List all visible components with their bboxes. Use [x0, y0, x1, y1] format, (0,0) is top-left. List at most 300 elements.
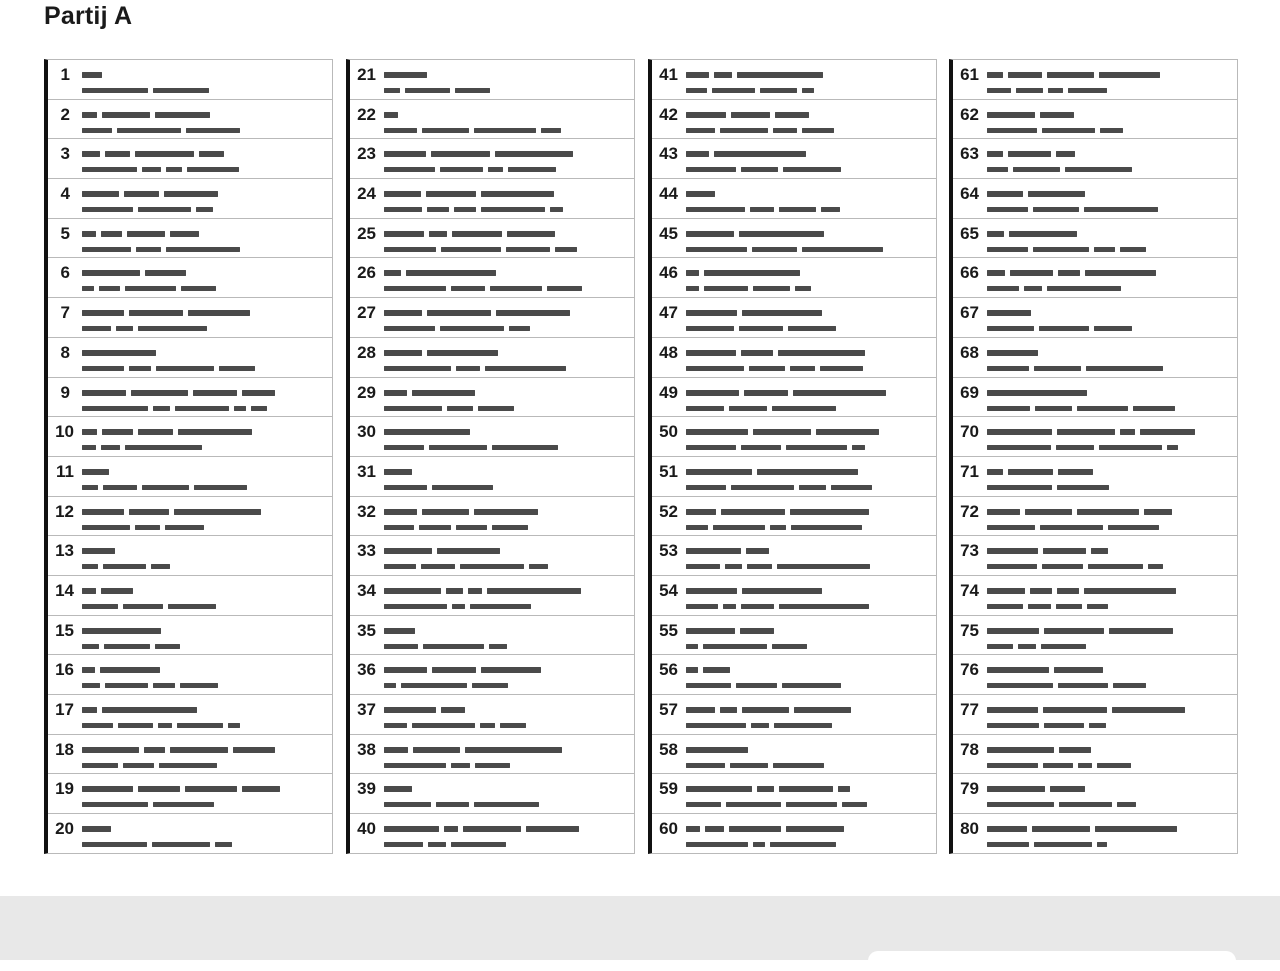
redacted-text-segment	[478, 406, 514, 411]
redacted-text-segment	[987, 469, 1003, 475]
redacted-text-segment	[791, 525, 862, 530]
redacted-text-segment	[489, 644, 507, 649]
candidate-row	[350, 497, 634, 537]
redacted-text-segment	[138, 207, 191, 212]
candidate-row	[953, 417, 1237, 457]
redacted-text-segment	[1016, 88, 1043, 93]
redacted-text-segment	[1034, 366, 1081, 371]
redacted-text-segment	[987, 604, 1023, 609]
candidate-row	[953, 814, 1237, 854]
candidate-number: 68	[960, 342, 979, 362]
candidate-number: 73	[960, 541, 979, 561]
redacted-text-segment	[135, 525, 160, 530]
redacted-text-segment	[731, 112, 770, 118]
candidate-row	[953, 774, 1237, 814]
candidate-number: 17	[55, 700, 74, 719]
candidate-number: 69	[960, 382, 979, 402]
candidate-row	[953, 616, 1237, 656]
redacted-text-segment	[444, 826, 458, 832]
redacted-text-segment	[1065, 167, 1132, 172]
candidate-row	[953, 536, 1237, 576]
candidate-number: 34	[357, 580, 376, 600]
redacted-text-segment	[987, 151, 1003, 157]
redacted-text-segment	[987, 786, 1045, 792]
redacted-text-segment	[777, 564, 870, 569]
candidate-row	[953, 219, 1237, 259]
redacted-text-segment	[142, 167, 161, 172]
redacted-text-segment	[770, 842, 836, 847]
redacted-text-segment	[384, 286, 446, 291]
redacted-text-segment	[102, 112, 150, 118]
candidate-number: 20	[55, 819, 74, 839]
candidate-row	[953, 139, 1237, 179]
redacted-text-segment	[384, 644, 418, 649]
redacted-text-segment	[145, 270, 186, 276]
candidate-row	[652, 536, 936, 576]
redacted-text-segment	[82, 112, 97, 118]
redacted-text-segment	[686, 667, 698, 673]
redacted-text-segment	[747, 564, 772, 569]
redacted-text-segment	[1120, 247, 1146, 252]
redacted-text-segment	[686, 842, 748, 847]
candidate-row	[652, 258, 936, 298]
redacted-text-segment	[463, 826, 521, 832]
candidate-number: 43	[659, 144, 678, 164]
redacted-text-segment	[406, 270, 496, 276]
redacted-text-segment	[739, 326, 783, 331]
redacted-text-segment	[158, 723, 172, 728]
redacted-text-segment	[384, 763, 446, 768]
redacted-text-segment	[686, 548, 741, 554]
redacted-text-segment	[686, 406, 724, 411]
candidate-row	[652, 378, 936, 418]
redacted-text-segment	[481, 667, 541, 673]
redacted-text-segment	[495, 151, 573, 157]
redacted-text-segment	[481, 207, 545, 212]
redacted-text-segment	[82, 667, 95, 673]
redacted-text-segment	[742, 588, 822, 594]
redacted-text-segment	[831, 485, 872, 490]
redacted-text-segment	[492, 445, 558, 450]
redacted-text-segment	[440, 326, 504, 331]
redacted-text-segment	[987, 429, 1052, 435]
redacted-text-segment	[474, 128, 536, 133]
redacted-text-segment	[428, 842, 446, 847]
redacted-text-segment	[454, 207, 476, 212]
redacted-text-segment	[686, 802, 721, 807]
redacted-text-segment	[1057, 485, 1109, 490]
candidate-row	[652, 139, 936, 179]
redacted-text-segment	[100, 667, 160, 673]
candidate-number: 53	[659, 541, 678, 561]
redacted-text-segment	[1033, 247, 1089, 252]
redacted-text-segment	[384, 525, 414, 530]
party-title: Partij A	[44, 2, 133, 30]
candidate-number: 55	[659, 620, 678, 640]
candidate-row	[48, 378, 332, 418]
redacted-text-segment	[1089, 723, 1106, 728]
redacted-text-segment	[401, 683, 467, 688]
redacted-text-segment	[712, 88, 755, 93]
candidate-row	[48, 100, 332, 140]
candidate-row	[652, 616, 936, 656]
redacted-text-segment	[82, 469, 109, 475]
redacted-text-segment	[82, 564, 98, 569]
candidate-row	[652, 735, 936, 775]
redacted-text-segment	[384, 112, 398, 118]
redacted-text-segment	[736, 683, 777, 688]
candidate-number: 58	[659, 739, 678, 759]
candidate-row	[350, 616, 634, 656]
redacted-text-segment	[384, 842, 423, 847]
redacted-text-segment	[779, 604, 869, 609]
redacted-text-segment	[384, 310, 422, 316]
redacted-text-segment	[492, 525, 528, 530]
redacted-text-segment	[1077, 509, 1139, 515]
redacted-text-segment	[770, 525, 786, 530]
redacted-text-segment	[436, 802, 469, 807]
redacted-text-segment	[790, 509, 869, 515]
candidate-number: 13	[55, 541, 74, 561]
redacted-text-segment	[720, 128, 768, 133]
redacted-text-segment	[1057, 588, 1079, 594]
redacted-text-segment	[526, 826, 579, 832]
candidate-number: 60	[659, 819, 678, 839]
redacted-text-segment	[384, 366, 451, 371]
redacted-text-segment	[987, 826, 1027, 832]
candidate-row	[953, 695, 1237, 735]
redacted-text-segment	[686, 310, 737, 316]
redacted-text-segment	[1117, 802, 1136, 807]
redacted-text-segment	[987, 207, 1028, 212]
redacted-text-segment	[730, 763, 768, 768]
redacted-text-segment	[714, 72, 732, 78]
redacted-text-segment	[142, 485, 189, 490]
redacted-text-segment	[384, 707, 436, 713]
candidate-number: 76	[960, 660, 979, 680]
redacted-text-segment	[506, 247, 550, 252]
redacted-text-segment	[1108, 525, 1159, 530]
candidate-number: 51	[659, 461, 678, 481]
redacted-text-segment	[547, 286, 582, 291]
candidate-row	[350, 655, 634, 695]
redacted-text-segment	[786, 802, 837, 807]
candidate-number: 66	[960, 263, 979, 283]
candidate-number: 64	[960, 184, 979, 204]
redacted-text-segment	[82, 763, 118, 768]
redacted-text-segment	[987, 88, 1011, 93]
redacted-text-segment	[529, 564, 548, 569]
candidate-number: 29	[357, 382, 376, 402]
candidate-row	[953, 655, 1237, 695]
redacted-text-segment	[166, 167, 182, 172]
redacted-text-segment	[987, 350, 1038, 356]
redacted-text-segment	[422, 128, 469, 133]
redacted-text-segment	[136, 247, 161, 252]
redacted-text-segment	[720, 707, 737, 713]
redacted-text-segment	[686, 747, 748, 753]
candidate-number: 24	[357, 184, 376, 204]
redacted-text-segment	[802, 247, 883, 252]
redacted-text-segment	[82, 88, 148, 93]
redacted-text-segment	[487, 588, 581, 594]
candidate-number: 23	[357, 144, 376, 164]
redacted-text-segment	[725, 564, 742, 569]
redacted-text-segment	[774, 723, 832, 728]
redacted-text-segment	[228, 723, 240, 728]
redacted-text-segment	[82, 707, 97, 713]
candidate-number: 79	[960, 779, 979, 799]
redacted-text-segment	[1059, 802, 1112, 807]
redacted-text-segment	[686, 469, 752, 475]
redacted-text-segment	[82, 786, 133, 792]
redacted-text-segment	[749, 366, 785, 371]
candidate-number: 4	[60, 184, 70, 204]
candidate-row	[350, 576, 634, 616]
redacted-text-segment	[156, 366, 214, 371]
candidate-row	[48, 258, 332, 298]
candidate-row	[48, 179, 332, 219]
redacted-text-segment	[123, 763, 154, 768]
candidate-row	[350, 735, 634, 775]
candidate-row	[652, 497, 936, 537]
redacted-text-segment	[384, 191, 421, 197]
redacted-text-segment	[384, 151, 426, 157]
candidate-row	[48, 457, 332, 497]
candidate-row	[48, 695, 332, 735]
redacted-text-segment	[775, 112, 809, 118]
redacted-text-segment	[123, 604, 163, 609]
redacted-text-segment	[165, 525, 204, 530]
redacted-text-segment	[987, 128, 1037, 133]
candidate-number: 50	[659, 422, 678, 442]
candidate-row	[350, 417, 634, 457]
redacted-text-segment	[987, 763, 1038, 768]
candidate-number: 30	[357, 422, 376, 442]
redacted-text-segment	[1042, 128, 1095, 133]
redacted-text-segment	[686, 564, 720, 569]
redacted-text-segment	[82, 270, 140, 276]
redacted-text-segment	[799, 485, 826, 490]
redacted-text-segment	[82, 588, 96, 594]
redacted-text-segment	[82, 445, 96, 450]
redacted-text-segment	[1042, 564, 1083, 569]
candidate-number: 41	[659, 65, 678, 84]
candidate-row	[350, 298, 634, 338]
redacted-text-segment	[987, 366, 1029, 371]
redacted-text-segment	[451, 842, 506, 847]
redacted-text-segment	[793, 390, 886, 396]
candidate-number: 39	[357, 779, 376, 799]
redacted-text-segment	[82, 366, 124, 371]
redacted-text-segment	[1077, 406, 1128, 411]
redacted-text-segment	[714, 151, 806, 157]
redacted-text-segment	[686, 286, 699, 291]
redacted-text-segment	[987, 723, 1039, 728]
redacted-text-segment	[452, 604, 465, 609]
redacted-text-segment	[82, 167, 137, 172]
redacted-text-segment	[779, 786, 833, 792]
candidate-number: 18	[55, 739, 74, 759]
candidate-column-3	[648, 59, 937, 854]
redacted-text-segment	[686, 191, 715, 197]
redacted-text-segment	[1044, 723, 1084, 728]
redacted-text-segment	[181, 286, 216, 291]
redacted-text-segment	[135, 151, 194, 157]
redacted-text-segment	[987, 548, 1038, 554]
redacted-text-segment	[508, 167, 556, 172]
redacted-text-segment	[987, 485, 1052, 490]
redacted-text-segment	[842, 802, 867, 807]
redacted-text-segment	[384, 826, 439, 832]
candidate-row	[953, 735, 1237, 775]
redacted-text-segment	[82, 723, 113, 728]
candidate-number: 61	[960, 65, 979, 84]
redacted-text-segment	[686, 786, 752, 792]
redacted-text-segment	[750, 207, 774, 212]
redacted-text-segment	[99, 286, 120, 291]
candidate-row	[652, 60, 936, 100]
redacted-text-segment	[1008, 72, 1042, 78]
candidate-row	[48, 417, 332, 457]
redacted-text-segment	[138, 326, 207, 331]
redacted-text-segment	[451, 286, 485, 291]
redacted-text-segment	[384, 88, 400, 93]
redacted-text-segment	[496, 310, 570, 316]
candidate-row	[48, 814, 332, 854]
redacted-text-segment	[82, 826, 111, 832]
redacted-text-segment	[82, 802, 148, 807]
candidate-row	[48, 219, 332, 259]
candidate-number: 44	[659, 184, 678, 204]
candidate-row	[652, 338, 936, 378]
redacted-text-segment	[102, 429, 133, 435]
redacted-text-segment	[820, 366, 863, 371]
redacted-text-segment	[242, 390, 275, 396]
candidate-number: 35	[357, 620, 376, 640]
redacted-text-segment	[802, 128, 834, 133]
redacted-text-segment	[82, 350, 156, 356]
redacted-text-segment	[772, 644, 807, 649]
candidate-row	[350, 139, 634, 179]
redacted-text-segment	[423, 644, 484, 649]
redacted-text-segment	[82, 644, 99, 649]
redacted-text-segment	[753, 286, 790, 291]
redacted-text-segment	[987, 72, 1003, 78]
redacted-text-segment	[419, 525, 451, 530]
candidate-row	[652, 100, 936, 140]
redacted-text-segment	[773, 128, 797, 133]
redacted-text-segment	[152, 842, 210, 847]
redacted-text-segment	[440, 167, 483, 172]
candidate-number: 59	[659, 779, 678, 799]
redacted-text-segment	[429, 231, 447, 237]
redacted-text-segment	[760, 88, 797, 93]
redacted-text-segment	[1120, 429, 1135, 435]
redacted-text-segment	[1109, 628, 1173, 634]
candidate-number: 63	[960, 144, 979, 164]
redacted-text-segment	[426, 191, 476, 197]
redacted-text-segment	[1028, 604, 1051, 609]
candidate-row	[350, 378, 634, 418]
redacted-text-segment	[456, 366, 480, 371]
candidate-number: 47	[659, 303, 678, 323]
redacted-text-segment	[82, 406, 148, 411]
redacted-text-segment	[468, 588, 482, 594]
redacted-text-segment	[384, 326, 435, 331]
redacted-text-segment	[753, 842, 765, 847]
candidate-row	[953, 378, 1237, 418]
redacted-text-segment	[1035, 406, 1072, 411]
redacted-text-segment	[384, 247, 436, 252]
redacted-text-segment	[384, 207, 422, 212]
redacted-text-segment	[752, 247, 797, 252]
redacted-text-segment	[82, 628, 161, 634]
redacted-text-segment	[384, 786, 412, 792]
redacted-text-segment	[472, 683, 508, 688]
candidate-row	[350, 774, 634, 814]
redacted-text-segment	[153, 88, 209, 93]
redacted-text-segment	[778, 350, 865, 356]
redacted-text-segment	[101, 231, 122, 237]
redacted-text-segment	[1054, 667, 1103, 673]
redacted-text-segment	[987, 286, 1019, 291]
redacted-text-segment	[384, 667, 427, 673]
redacted-text-segment	[196, 207, 213, 212]
redacted-text-segment	[1085, 270, 1156, 276]
redacted-text-segment	[731, 485, 794, 490]
redacted-text-segment	[1047, 72, 1094, 78]
redacted-text-segment	[1030, 588, 1052, 594]
redacted-text-segment	[729, 406, 767, 411]
redacted-text-segment	[721, 509, 785, 515]
redacted-text-segment	[686, 628, 735, 634]
redacted-text-segment	[987, 588, 1025, 594]
candidate-row	[953, 576, 1237, 616]
candidate-number: 52	[659, 501, 678, 521]
candidate-number: 32	[357, 501, 376, 521]
redacted-text-segment	[1068, 88, 1107, 93]
candidate-number: 9	[60, 382, 70, 402]
redacted-text-segment	[987, 406, 1030, 411]
redacted-text-segment	[384, 469, 412, 475]
redacted-text-segment	[251, 406, 267, 411]
redacted-text-segment	[117, 128, 181, 133]
redacted-text-segment	[987, 310, 1031, 316]
redacted-text-segment	[987, 564, 1037, 569]
redacted-text-segment	[500, 723, 526, 728]
redacted-text-segment	[82, 509, 124, 515]
redacted-text-segment	[1008, 469, 1053, 475]
redacted-text-segment	[838, 786, 850, 792]
redacted-text-segment	[153, 406, 170, 411]
redacted-text-segment	[779, 207, 816, 212]
redacted-text-segment	[704, 286, 748, 291]
redacted-text-segment	[1056, 604, 1082, 609]
redacted-text-segment	[1010, 270, 1053, 276]
redacted-text-segment	[1058, 683, 1108, 688]
redacted-text-segment	[460, 564, 524, 569]
candidate-number: 67	[960, 303, 979, 323]
redacted-text-segment	[773, 763, 824, 768]
candidate-number: 37	[357, 700, 376, 719]
redacted-text-segment	[193, 390, 237, 396]
redacted-text-segment	[1024, 286, 1042, 291]
redacted-text-segment	[686, 112, 726, 118]
redacted-text-segment	[987, 247, 1028, 252]
redacted-text-segment	[987, 191, 1023, 197]
candidate-row	[48, 338, 332, 378]
